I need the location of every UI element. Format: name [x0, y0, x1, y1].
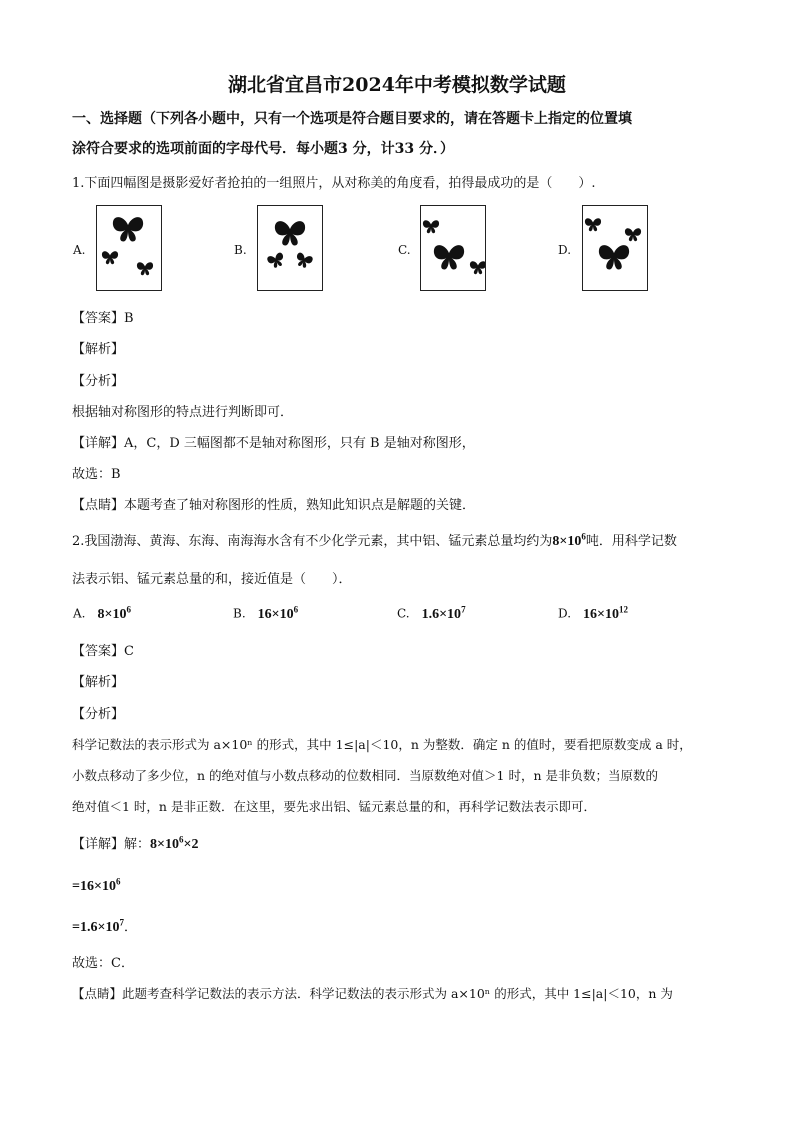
q2-fenxi-line2: 小数点移动了多少位，n 的绝对值与小数点移动的位数相同．当原数绝对值＞1 时，n 是非负数；当原数的 — [72, 768, 658, 783]
butterfly-icon — [275, 221, 305, 245]
q2-detail-label: 【详解】解： — [72, 837, 151, 852]
q2-option-d-exp: 12 — [619, 604, 628, 614]
q1-option-d-label: D. — [558, 243, 572, 257]
q2-detail-exp: 6 — [179, 834, 184, 845]
q2-step1-exp: 6 — [115, 876, 121, 886]
butterfly-icon — [585, 218, 601, 231]
q2-step2-exp: 7 — [119, 917, 124, 928]
q2-option-b-exp: 6 — [293, 604, 299, 614]
q2-detail — [72, 833, 734, 853]
butterfly-icon — [470, 261, 485, 274]
q2-option-d-label: D. — [558, 606, 572, 621]
q2-option-d-base: 16×10 — [583, 606, 619, 622]
q2-option-c — [397, 604, 466, 623]
q2-fenxi-line1: 科学记数法的表示形式为 a×10ⁿ 的形式，其中 1≤|a|＜10，n 为整数．确定 n 的值时，要看把原数变成 a 时， — [72, 737, 692, 752]
butterfly-icon — [599, 245, 629, 269]
q2-step1-base: =16×10 — [72, 878, 116, 894]
q2-stem-text: 2.我国渤海、黄海、东海、南海海水含有不少化学元素，其中铝、锰元素总量均约为 — [72, 534, 553, 549]
q2-option-a-label: A. — [73, 606, 86, 621]
q1-stem: 1.下面四幅图是摄影爱好者抢拍的一组照片，从对称美的角度看，拍得最成功的是（ ）. — [72, 176, 596, 191]
q1-photo-b — [257, 205, 323, 291]
page-title: 湖北省宜昌市2024年中考模拟数学试题 — [228, 74, 566, 96]
q2-jiexi-label: 【解析】 — [72, 675, 125, 690]
q2-fenxi-label: 【分析】 — [72, 707, 125, 722]
q2-stem-math-base: 8×10 — [552, 534, 582, 549]
q2-fenxi-line3: 绝对值＜1 时，n 是非正数．在这里，要先求出铝、锰元素总量的和，再科学记数法表示即可． — [72, 799, 596, 814]
q1-dianjing: 【点睛】本题考查了轴对称图形的性质，熟知此知识点是解题的关键． — [72, 498, 476, 513]
butterfly-icon — [266, 252, 286, 270]
q2-option-b-base: 16×10 — [257, 606, 294, 622]
q2-option-c-base: 1.6×10 — [421, 606, 462, 622]
q1-photo-a — [96, 205, 162, 291]
q2-detail-base: 8×10 — [150, 837, 179, 852]
q2-step1 — [72, 876, 734, 895]
q1-fenxi-label: 【分析】 — [72, 374, 125, 389]
butterfly-icon — [434, 245, 464, 269]
butterfly-icon — [102, 251, 118, 264]
q1-option-b-label: B. — [234, 243, 247, 257]
q1-detail: 【详解】A，C，D 三幅图都不是轴对称图形，只有 B 是轴对称图形， — [72, 436, 475, 451]
q2-option-b-label: B. — [233, 606, 246, 621]
butterfly-icon — [113, 217, 143, 241]
butterfly-icon — [137, 262, 153, 275]
q2-option-a — [73, 604, 131, 623]
q2-option-d — [558, 604, 628, 623]
q2-step2-tail: ． — [123, 920, 137, 935]
section-heading-line1: 一、选择题（下列各小题中，只有一个选项是符合题目要求的，请在答题卡上指定的位置填 — [72, 111, 632, 127]
q2-option-a-exp: 6 — [126, 604, 131, 614]
q2-stem-line2: 法表示铝、锰元素总量的和，接近值是（ ）． — [72, 572, 352, 587]
q2-choose: 故选：C． — [72, 956, 134, 971]
q2-option-a-base: 8×10 — [97, 606, 127, 622]
q2-answer: 【答案】C — [72, 644, 134, 659]
q1-option-c-label: C. — [398, 243, 411, 257]
q1-answer: 【答案】B — [72, 311, 134, 326]
q2-stem-line1 — [72, 530, 734, 550]
butterfly-icon — [625, 228, 641, 241]
butterfly-icon — [423, 220, 439, 233]
butterfly-icon — [294, 252, 314, 270]
q2-dianjing: 【点睛】此题考查科学记数法的表示方法．科学记数法的表示形式为 a×10ⁿ 的形式，其中 1≤|a|＜10，n 为 — [72, 986, 673, 1001]
q1-photo-c — [420, 205, 486, 291]
q2-option-b — [233, 604, 298, 623]
q2-step2-base: =1.6×10 — [72, 920, 120, 935]
q2-stem-math-exp: 6 — [581, 531, 586, 542]
q2-detail-tail: ×2 — [183, 837, 199, 852]
q2-option-c-exp: 7 — [461, 604, 466, 614]
q2-stem-math — [552, 531, 586, 549]
q1-fenxi-text: 根据轴对称图形的特点进行判断即可． — [72, 405, 294, 420]
q2-step2 — [72, 916, 734, 936]
q1-choose: 故选：B — [72, 467, 121, 482]
section-heading-line2: 涂符合要求的选项前面的字母代号．每小题3 分，计33 分．） — [72, 141, 454, 157]
q1-option-a-label: A. — [73, 243, 86, 257]
q2-stem-text-tail: 吨．用科学记数 — [585, 534, 677, 549]
q1-photo-d — [582, 205, 648, 291]
q1-jiexi-label: 【解析】 — [72, 342, 125, 357]
q2-option-c-label: C. — [397, 606, 410, 621]
